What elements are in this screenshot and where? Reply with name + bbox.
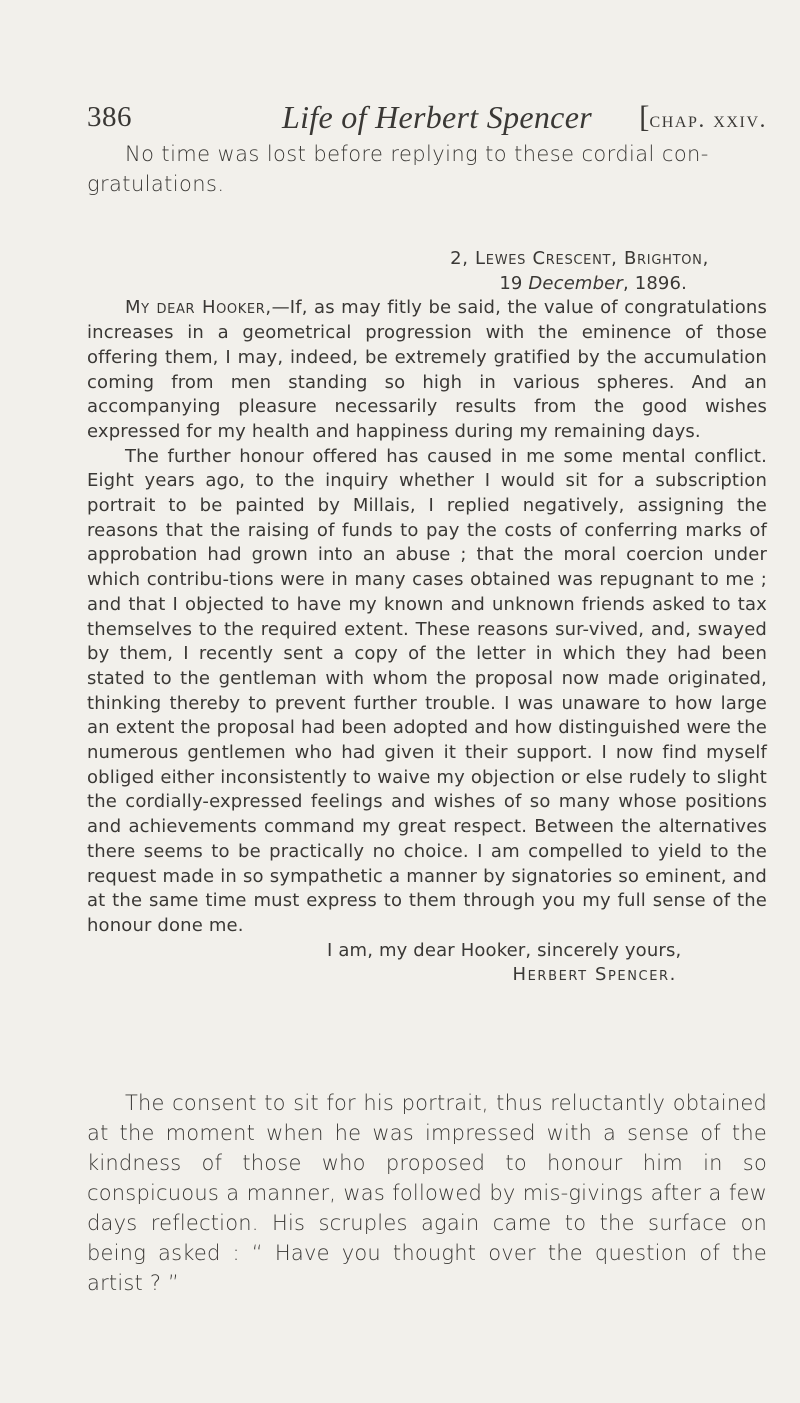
chapter-bracket: [	[639, 99, 650, 134]
letter-address: 2, Lewes Crescent, Brighton,	[450, 248, 709, 269]
letter-paragraph-2: The further honour offered has caused in me some mental conflict. Eight years ago, to the inquiry whether I would sit for a subscription portrait to be painted by Millais, I replied negatively, assigning the reasons that the raising of funds to pay the costs of conferring marks of approbation had grown into an abuse ; that the moral coercion under which contribu-tions were in many cases obtained was repugnant to me ; and that I objected to have my known and unknown friends asked to tax themselves to the required extent. These reasons sur-vived, and, swayed by them, I recently sent a copy of the letter in which they had been stated to the gentleman with whom the proposal now made originated, thinking thereby to prevent further trouble. I was unaware to how large an extent the proposal had been adopted and how distinguished were the numerous gentlemen who had given it their support. I now find myself obliged either inconsistently to waive my objection or else rudely to slight the cordially-expressed feelings and wishes of so many whose positions and achievements command my great respect. Between the alternatives there seems to be practically no choice. I am compelled to yield to the request made in so sympathetic a manner by signatories so eminent, and at the same time must express to them through you my full sense of the honour done me.	[87, 445, 767, 936]
intro-paragraph: No time was lost before replying to these cordial con-gratulations.	[87, 142, 709, 196]
chapter-text: chap. xxiv.	[649, 107, 767, 132]
date-year: , 1896.	[622, 272, 687, 294]
letter-date	[87, 272, 767, 297]
page-number: 386	[87, 101, 132, 133]
letter-closing: I am, my dear Hooker, sincerely yours,	[327, 939, 682, 961]
letter-paragraph-1-body: —If, as may fitly be said, the value of congratulations increases in a geometrical progression with the eminence of those offering them, I may, indeed, be extremely gratified by the accumulation coming from men standing so high in various spheres. And an accompanying pleasure necessarily results from the good wishes expressed for my health and happiness during my remaining days.	[87, 297, 767, 442]
closing-paragraph: The consent to sit for his portrait, thus reluctantly obtained at the moment when he was impressed with a sense of the kindness of those who proposed to honour him in so conspicuous a manner, was followed by mis-givings after a few days reflection. His scruples again came to the surface on being asked : “ Have you thought over the question of the artist ? ”	[87, 1091, 767, 1295]
date-month: December	[528, 272, 623, 294]
salutation: My dear Hooker,	[125, 297, 272, 319]
letter-paragraph-1	[87, 296, 767, 444]
running-title: Life of Herbert Spencer	[282, 99, 592, 135]
date-day: 19	[499, 272, 523, 294]
letter-block	[87, 247, 767, 988]
chapter-label	[639, 100, 767, 137]
letter-signature: Herbert Spencer.	[512, 964, 677, 986]
